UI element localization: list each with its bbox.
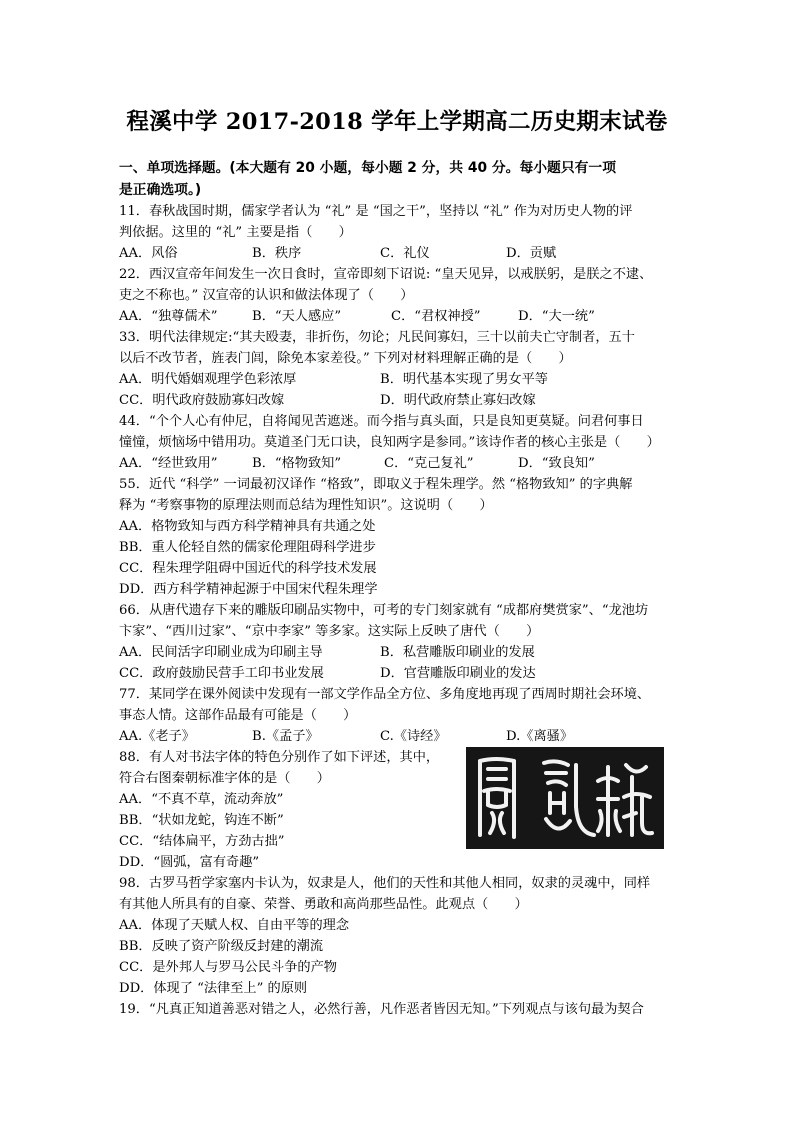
question-98-option-d[interactable]: DD．体现了 “法律至上” 的原则 <box>119 981 308 996</box>
option-a[interactable]: AA．民间活字印刷业成为印刷主导 <box>119 645 323 660</box>
option-d[interactable]: D．“致良知” <box>518 456 595 471</box>
option-a[interactable]: AA．“经世致用” <box>119 456 218 471</box>
option-b[interactable]: B．“天人感应” <box>252 309 342 324</box>
question-88-option-c[interactable]: CC．“结体扁平，方劲古拙” <box>119 834 285 849</box>
option-c[interactable]: CC．政府鼓励民营手工印书业发展 <box>119 666 324 681</box>
question-33-stem-line2: 以后不改节者，旌表门闾，除免本家差役。” 下列对材料理解正确的是（ ） <box>119 351 572 366</box>
question-19-stem-line1: 19．“凡真正知道善恶对错之人，必然行善，凡作恶者皆因无知。”下列观点与该句最为契合 <box>119 1002 644 1017</box>
question-66-stem-line2: 卞家”、“西川过家”、“京中李家” 等多家。这实际上反映了唐代（ ） <box>119 624 540 639</box>
option-b[interactable]: B．秩序 <box>252 246 302 261</box>
question-55-option-d[interactable]: DD．西方科学精神起源于中国宋代程朱理学 <box>119 582 378 597</box>
option-c[interactable]: CC．明代政府鼓励寡妇改嫁 <box>119 393 285 408</box>
option-c[interactable]: C．“克己复礼” <box>384 456 474 471</box>
option-d[interactable]: D．贡赋 <box>506 246 557 261</box>
question-88-option-a[interactable]: AA．“不真不草，流动奔放” <box>119 792 284 807</box>
question-55-stem-line1: 55．近代 “科学” 一词最初汉译作 “格致”，即取义于程朱理学。然 “格物致知” 的字典解 <box>119 477 633 492</box>
question-22-stem-line1: 22．西汉宣帝年间发生一次日食时，宣帝即刻下诏说: “皇天见异，以戒朕躬，是朕之不逮、 <box>119 267 653 282</box>
question-77-stem-line1: 77．某同学在课外阅读中发现有一部文学作品全方位、多角度地再现了西周时期社会环境、 <box>119 687 651 702</box>
option-b[interactable]: B．“格物致知” <box>252 456 342 471</box>
question-88-stem-line1: 88．有人对书法字体的特色分别作了如下评述，其中， <box>119 750 440 765</box>
question-11-stem-line2: 判依据。这里的 “礼” 主要是指（ ） <box>119 225 352 240</box>
question-66-stem-line1: 66．从唐代遗存下来的雕版印刷品实物中，可考的专门刻家就有 “成都府樊赏家”、“龙池坊 <box>119 603 649 618</box>
question-55-option-b[interactable]: BB．重人伦轻自然的儒家伦理阻碍科学进步 <box>119 540 376 555</box>
option-d[interactable]: D．官营雕版印刷业的发达 <box>380 666 536 681</box>
question-88-option-b[interactable]: BB．“状如龙蛇，钩连不断” <box>119 813 284 828</box>
option-b[interactable]: B．私营雕版印刷业的发展 <box>380 645 535 660</box>
section-heading-line2: 是正确选项。) <box>119 182 202 198</box>
option-a[interactable]: AA．明代婚姻观理学色彩浓厚 <box>119 372 297 387</box>
question-55-stem-line2: 释为 “考察事物的原理法则而总结为理性知识”。这说明（ ） <box>119 498 493 513</box>
question-44-stem-line2: 憧憧，烦恼场中错用功。莫道圣门无口诀，良知两字是参同。”该诗作者的核心主张是（ ） <box>119 435 660 450</box>
page-title: 程溪中学 2017-2018 学年上学期高二历史期末试卷 <box>126 109 668 135</box>
question-98-option-a[interactable]: AA．体现了天赋人权、自由平等的理念 <box>119 918 350 933</box>
option-d[interactable]: D．明代政府禁止寡妇改嫁 <box>380 393 536 408</box>
option-b[interactable]: B．明代基本实现了男女平等 <box>380 372 548 387</box>
question-77-stem-line2: 事态人情。这部作品最有可能是（ ） <box>119 708 357 723</box>
option-d[interactable]: D.《离骚》 <box>506 729 574 744</box>
seal-script-image <box>466 747 664 849</box>
option-b[interactable]: B.《孟子》 <box>252 729 319 744</box>
question-55-option-a[interactable]: AA．格物致知与西方科学精神具有共通之处 <box>119 519 376 534</box>
question-98-option-b[interactable]: BB．反映了资产阶级反封建的潮流 <box>119 939 324 954</box>
option-c[interactable]: C．“君权神授” <box>391 309 481 324</box>
option-a[interactable]: AA.《老子》 <box>119 729 195 744</box>
seal-script-glyphs <box>466 747 664 849</box>
section-heading-line1: 一、单项选择题。(本大题有 20 小题，每小题 2 分，共 40 分。每小题只有一项 <box>119 160 617 176</box>
option-d[interactable]: D．“大一统” <box>518 309 595 324</box>
question-11-stem-line1: 11．春秋战国时期，儒家学者认为 “礼” 是 “国之干”，坚持以 “礼” 作为对历史人物的评 <box>119 204 633 219</box>
question-33-stem-line1: 33．明代法律规定:“其夫殴妻，非折伤，勿论；凡民间寡妇，三十以前夫亡守制者，五十 <box>119 330 635 345</box>
question-55-option-c[interactable]: CC．程朱理学阻碍中国近代的科学技术发展 <box>119 561 377 576</box>
question-44-stem-line1: 44．“个个人心有仲尼，自将闻见苦遮迷。而今指与真头面，只是良知更莫疑。问君何事日 <box>119 414 644 429</box>
question-22-stem-line2: 吏之不称也。” 汉宣帝的认识和做法体现了（ ） <box>119 288 414 303</box>
option-c[interactable]: C．礼仪 <box>380 246 430 261</box>
option-c[interactable]: C.《诗经》 <box>380 729 447 744</box>
question-98-stem-line2: 有其他人所具有的自豪、荣誉、勇敢和高尚那些品性。此观点（ ） <box>119 897 528 912</box>
question-88-option-d[interactable]: DD．“圆弧，富有奇趣” <box>119 855 260 870</box>
question-88-stem-line2: 符合右图秦朝标准字体的是（ ） <box>119 771 330 786</box>
option-a[interactable]: AA．风俗 <box>119 246 178 261</box>
option-a[interactable]: AA．“独尊儒术” <box>119 309 218 324</box>
question-98-stem-line1: 98．古罗马哲学家塞内卡认为，奴隶是人，他们的天性和其他人相同，奴隶的灵魂中，同样 <box>119 876 651 891</box>
question-98-option-c[interactable]: CC．是外邦人与罗马公民斗争的产物 <box>119 960 337 975</box>
